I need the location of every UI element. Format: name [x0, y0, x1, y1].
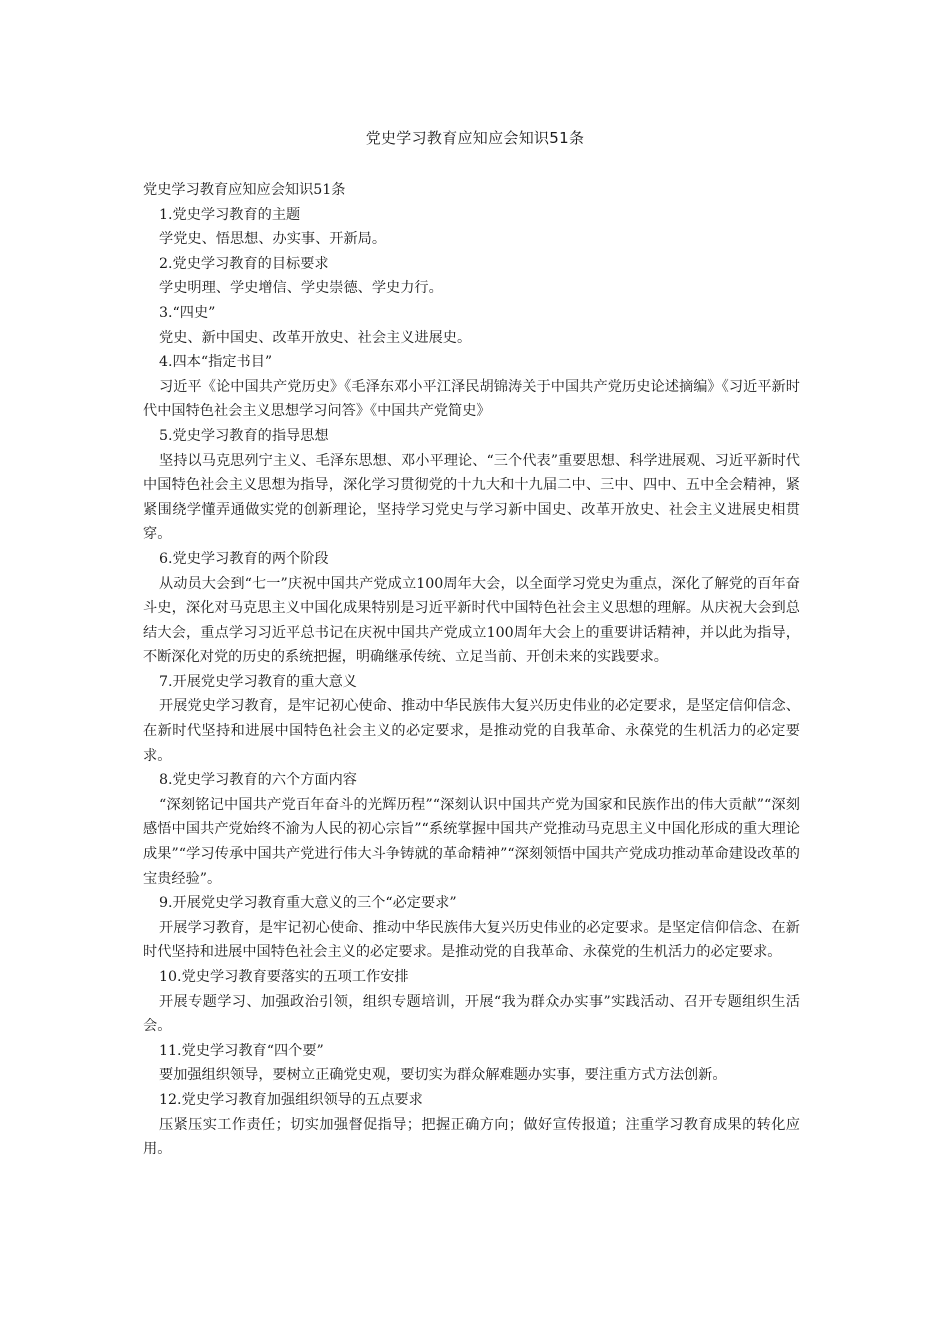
section-heading: 12.党史学习教育加强组织领导的五点要求: [159, 1091, 423, 1108]
section-body: 学史明理、学史增信、学史崇德、学史力行。: [159, 280, 443, 297]
document-lead: 党史学习教育应知应会知识51条: [143, 182, 346, 198]
section-heading: 9.开展党史学习教育重大意义的三个“必定要求”: [159, 895, 457, 912]
document-body: [143, 178, 800, 1162]
section-heading: 5.党史学习教育的指导思想: [159, 427, 329, 444]
section-body: 压紧压实工作责任；切实加强督促指导；把握正确方向；做好宣传报道；注重学习教育成果的转化应用。: [143, 1116, 800, 1158]
section-body: 开展学习教育，是牢记初心使命、推动中华民族伟大复兴历史伟业的必定要求。是坚定信仰信念、在新时代坚持和进展中国特色社会主义的必定要求。是推动党的自我革命、永葆党的生机活力的必定要求。: [143, 919, 800, 961]
section-body: 从动员大会到“七一”庆祝中国共产党成立100周年大会，以全面学习党史为重点，深化了解党的百年奋斗史，深化对马克思主义中国化成果特别是习近平新时代中国特色社会主义思想的理解。从庆祝大会到总结大会，重点学习习近平总书记在庆祝中国共产党成立100周年大会上的重要讲话精神，并以此为指导，不断深化对党的历史的系统把握，明确继承传统、立足当前、开创未来的实践要求。: [143, 575, 800, 666]
section-body: 开展专题学习、加强政治引领，组织专题培训，开展“我为群众办实事”实践活动、召开专题组织生活会。: [143, 993, 800, 1035]
section-heading: 11.党史学习教育“四个要”: [159, 1042, 324, 1059]
document-title: 党史学习教育应知应会知识51条: [365, 129, 585, 147]
section-body: “深刻铭记中国共产党百年奋斗的光辉历程”“深刻认识中国共产党为国家和民族作出的伟大贡献”“深刻感悟中国共产党始终不渝为人民的初心宗旨”“系统掌握中国共产党推动马克思主义中国化形成的重大理论成果”“学习传承中国共产党进行伟大斗争铸就的革命精神”“深刻领悟中国共产党成功推动革命建设改革的宝贵经验”。: [143, 796, 800, 887]
section-body: 习近平《论中国共产党历史》《毛泽东邓小平江泽民胡锦涛关于中国共产党历史论述摘编》《习近平新时代中国特色社会主义思想学习问答》《中国共产党简史》: [143, 378, 800, 420]
section-heading: 4.四本“指定书目”: [159, 354, 273, 371]
section-heading: 8.党史学习教育的六个方面内容: [159, 772, 357, 789]
section-body: 坚持以马克思列宁主义、毛泽东思想、邓小平理论、“三个代表”重要思想、科学进展观、习近平新时代中国特色社会主义思想为指导，深化学习贯彻党的十九大和十九届二中、三中、四中、五中全会精神，紧紧围绕学懂弄通做实党的创新理论，坚持学习党史与学习新中国史、改革开放史、社会主义进展史相贯穿。: [143, 452, 800, 543]
section-heading: 7.开展党史学习教育的重大意义: [159, 673, 357, 690]
section-heading: 10.党史学习教育要落实的五项工作安排: [159, 969, 409, 985]
section-heading: 1.党史学习教育的主题: [159, 206, 301, 223]
section-heading: 3.“四史”: [159, 304, 216, 321]
section-heading: 6.党史学习教育的两个阶段: [159, 550, 329, 567]
section-body: 学党史、悟思想、办实事、开新局。: [159, 231, 387, 248]
section-body: 党史、新中国史、改革开放史、社会主义进展史。: [159, 329, 472, 346]
section-body: 开展党史学习教育，是牢记初心使命、推动中华民族伟大复兴历史伟业的必定要求，是坚定信仰信念、在新时代坚持和进展中国特色社会主义的必定要求，是推动党的自我革命、永葆党的生机活力的必定要求。: [143, 698, 800, 764]
section-body: 要加强组织领导，要树立正确党史观，要切实为群众解难题办实事，要注重方式方法创新。: [159, 1067, 727, 1084]
section-heading: 2.党史学习教育的目标要求: [159, 255, 329, 272]
